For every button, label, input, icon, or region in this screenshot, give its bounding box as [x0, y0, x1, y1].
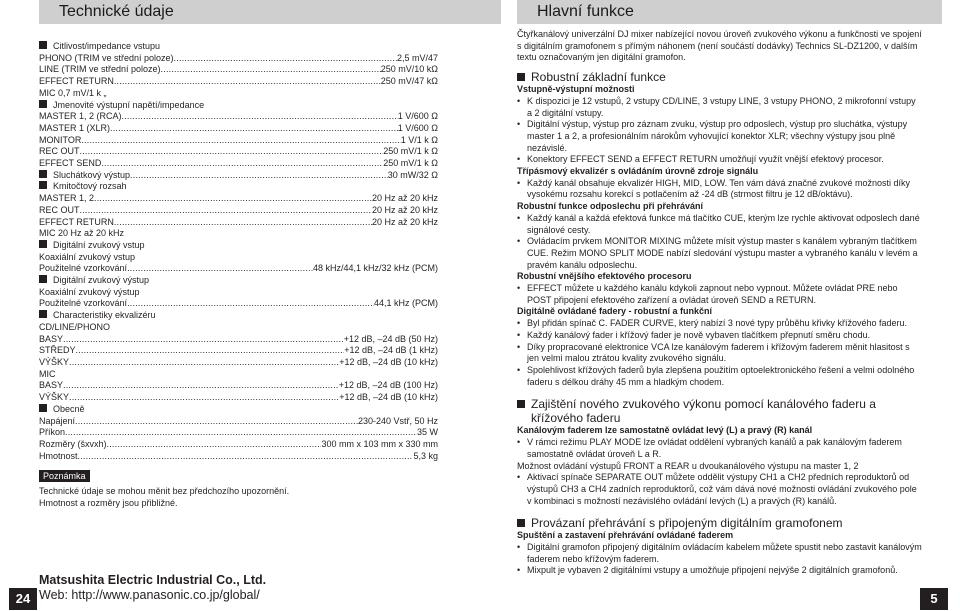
spec-value: 20 Hz až 20 kHz	[371, 193, 438, 204]
leader-dots	[75, 416, 358, 428]
spec-row	[39, 451, 438, 463]
square-bullet-icon	[39, 310, 47, 318]
spec-section-title	[39, 181, 438, 193]
spec-value: 35 W	[416, 427, 438, 438]
spec-row	[39, 228, 438, 240]
square-bullet-icon	[39, 275, 47, 283]
spec-label: LINE (TRIM ve střední poloze)	[39, 64, 161, 75]
spec-label: Koaxiální zvukový výstup	[39, 286, 140, 297]
leader-dots	[161, 64, 381, 76]
spec-row	[39, 334, 438, 346]
spec-value: 48 kHz/44,1 kHz/32 kHz (PCM)	[312, 263, 438, 274]
bullet-item: • Digitální výstup, výstup pro záznam zvuku, výstup pro odposlech, výstup pro sluchátka, výstupy master 1 a 2, a profesionálním nárokům vyhovující konektor XLR; všechny výstupy jsou plně nezávislé.	[517, 119, 922, 154]
spec-value: +12 dB, –24 dB (10 kHz)	[339, 356, 438, 367]
note-line: Technické údaje se mohou měnit bez předchozího upozornění.	[39, 486, 290, 497]
features-column	[517, 29, 922, 577]
spec-section-label: Kmitočtový rozsah	[53, 181, 127, 192]
square-bullet-icon	[517, 519, 525, 527]
spec-label: BASY	[39, 380, 64, 391]
spec-section-title	[39, 275, 438, 287]
feature-section-title	[517, 397, 922, 425]
spec-section-title	[39, 170, 438, 182]
spec-row	[39, 193, 438, 205]
spec-row	[39, 427, 438, 439]
spec-row	[39, 345, 438, 357]
spec-section-label: Citlivost/impedance vstupu	[53, 41, 161, 51]
spec-row	[39, 53, 438, 65]
spec-label: VÝŠKY	[39, 356, 70, 367]
feature-section-label: Zajištění nového zvukového výkonu pomocí kanálového faderu a křížového faderu	[531, 397, 876, 426]
square-bullet-icon	[517, 73, 525, 81]
note-line: Hmotnost a rozměry jsou přibližné.	[39, 497, 178, 508]
company-block	[39, 573, 439, 603]
spec-row	[39, 88, 438, 100]
leader-dots	[65, 427, 417, 439]
spec-value: 44,1 kHz (PCM)	[373, 298, 438, 309]
spec-row	[39, 357, 438, 369]
spec-label: Koaxiální zvukový vstup	[39, 251, 136, 262]
leader-dots	[78, 451, 414, 463]
spec-value: +12 dB, –24 dB (10 kHz)	[339, 392, 438, 403]
spec-row	[39, 263, 438, 275]
spec-row	[39, 322, 438, 334]
leader-dots	[63, 380, 339, 392]
leader-dots	[80, 146, 384, 158]
spec-label: EFFECT RETURN	[39, 216, 114, 227]
spec-label: REC OUT	[39, 204, 80, 215]
feature-section-title	[517, 70, 922, 84]
leader-dots	[69, 392, 339, 404]
spec-value: 1 V/600 Ω	[397, 122, 438, 133]
page-number-right: 5	[920, 588, 948, 610]
spec-row	[39, 64, 438, 76]
left-header	[39, 0, 501, 24]
leader-dots	[94, 193, 372, 205]
bullet-item: • Díky propracované elektronice VCA lze kanálovým faderem i křížovým faderem měnit hlasitost s jen velmi malou ztrátou kvality zvukového signálu.	[517, 342, 922, 365]
feature-section-label: Provázaní přehrávání s připojeným digitálním gramofonem	[531, 516, 843, 531]
spec-section-label: Digitální zvukový výstup	[53, 275, 150, 286]
spec-value: 1 V/1 k Ω	[400, 134, 438, 145]
spec-value: 250 mV/47 kΩ	[380, 76, 438, 87]
spec-label: EFFECT SEND	[39, 158, 102, 169]
spec-section-title	[39, 404, 438, 416]
feature-subheading: Vstupně-výstupní možnosti	[517, 84, 635, 95]
leader-dots	[107, 439, 322, 451]
spec-label: EFFECT RETURN	[39, 76, 114, 87]
spec-value: +12 dB, –24 dB (1 kHz)	[344, 345, 438, 356]
spec-label: Rozměry (šxvxh)	[39, 438, 107, 449]
leader-dots	[174, 53, 397, 65]
leader-dots	[130, 170, 388, 182]
spec-value: 20 Hz až 20 kHz	[371, 204, 438, 215]
leader-dots	[114, 217, 372, 229]
bullet-item: • Ovládacím prvkem MONITOR MIXING můžete mísit výstup master s kanálem vybraným tlačítkem CUE. Režim MONO SPLIT MODE nabízí sledování výstupu master a vybraného kanálu v levém a pravém kanálu odposlechu.	[517, 236, 922, 271]
right-header	[517, 0, 942, 24]
spec-row	[39, 217, 438, 229]
bullet-item: • Každý kanál obsahuje ekvalizér HIGH, MID, LOW. Ten vám dává značné zvukové možnosti díky vysokému rozsahu korekcí s potlačením až -24 dB (strmost filtru je 12 dB/oktávu).	[517, 178, 922, 201]
web-link[interactable]: Web: http://www.panasonic.co.jp/global/	[39, 588, 260, 602]
spec-row	[39, 76, 438, 88]
spec-row	[39, 158, 438, 170]
right-title: Hlavní funkce	[537, 3, 634, 20]
bullet-item: • Konektory EFFECT SEND a EFFECT RETURN umožňují využít vnější efektový procesor.	[517, 154, 922, 166]
bullet-item: • EFFECT můžete u každého kanálu kdykoli zapnout nebo vypnout. Můžete ovládat PRE nebo POST připojení efektového zařízení a ovládat úroveň SEND a RETURN.	[517, 283, 922, 306]
note-block	[39, 470, 438, 483]
spec-label: REC OUT	[39, 146, 80, 157]
spec-section-title	[39, 41, 438, 53]
spec-value: +12 dB, –24 dB (100 Hz)	[338, 380, 438, 391]
leader-dots	[122, 111, 398, 123]
leader-dots	[80, 205, 372, 217]
spec-label: STŘEDY	[39, 345, 76, 356]
square-bullet-icon	[39, 181, 47, 189]
bullet-item: • Každý kanálový fader i křížový fader je nově vybaven tlačítkem přepnutí směru chodu.	[517, 330, 922, 342]
bullet-item: • V rámci režimu PLAY MODE lze ovládat oddělení vybraných kanálů a pak kanálovým faderem samostatně ovládat úroveň L a R.	[517, 437, 922, 460]
note-badge: Poznámka	[39, 470, 90, 482]
feature-paragraph: Možnost ovládání výstupů FRONT a REAR u dvoukanálového výstupu na master 1, 2	[517, 460, 859, 471]
bullet-item: • K dispozici je 12 vstupů, 2 vstupy CD/LINE, 3 vstupy LINE, 3 vstupy PHONO, 2 mikrofonní vstupy a 2 digitální vstupy.	[517, 96, 922, 119]
spec-label: VÝŠKY	[39, 392, 70, 403]
spec-label: BASY	[39, 333, 64, 344]
spec-label: MIC	[39, 368, 56, 379]
spec-section-title	[39, 310, 438, 322]
spec-label: Hmotnost	[39, 450, 78, 461]
spec-value: 20 Hz až 20 kHz	[371, 216, 438, 227]
spec-row	[39, 369, 438, 381]
square-bullet-icon	[39, 41, 47, 49]
spec-value: 2,5 mV/47	[396, 52, 438, 63]
leader-dots	[127, 298, 374, 310]
spec-row	[39, 111, 438, 123]
leader-dots	[114, 76, 381, 88]
feature-subheading: Robustní funkce odposlechu při přehrávání	[517, 201, 704, 212]
spec-section-label: Digitální zvukový vstup	[53, 239, 145, 250]
feature-section-title	[517, 516, 922, 530]
bullet-item: • Digitální gramofon připojený digitálním ovládacím kabelem můžete spustit nebo zastavit kanálovým faderem nebo křížovým faderem.	[517, 542, 922, 565]
spec-label: MASTER 1, 2 (RCA)	[39, 111, 122, 122]
spec-value: +12 dB, –24 dB (50 Hz)	[343, 333, 438, 344]
spec-section-label: Jmenovité výstupní napětí/impedance	[53, 99, 205, 110]
spec-row	[39, 252, 438, 264]
spec-label: Napájení	[39, 415, 76, 426]
bullet-item: • Mixpult je vybaven 2 digitálními vstupy a umožňuje připojení nejvýše 2 digitálních gramofonů.	[517, 565, 922, 577]
spec-section-title	[39, 240, 438, 252]
spec-row	[39, 416, 438, 428]
spec-label: MIC 0,7 mV/1 k „	[39, 87, 107, 98]
leader-dots	[127, 263, 313, 275]
bullet-item: • Spolehlivost křížových faderů byla zlepšena použitím optoelektronického řešení a velmi odolného faderu s délkou dráhy 45 mm a hladkým chodem.	[517, 365, 922, 388]
square-bullet-icon	[517, 400, 525, 408]
spec-label: MONITOR	[39, 134, 82, 145]
spec-section-label: Characteristiky ekvalizéru	[53, 310, 156, 321]
square-bullet-icon	[39, 170, 47, 178]
spec-label: Příkon	[39, 427, 66, 438]
bullet-item: • Byl přidán spínač C. FADER CURVE, který nabízí 3 nové typy průběhu křivky křížového faderu.	[517, 318, 922, 330]
feature-subheading: Spuštění a zastavení přehrávání ovládané faderem	[517, 530, 734, 541]
leader-dots	[110, 123, 398, 135]
square-bullet-icon	[39, 404, 47, 412]
feature-subheading: Kanálovým faderem lze samostatně ovládat levý (L) a pravý (R) kanál	[517, 425, 813, 436]
spec-value: 1 V/600 Ω	[397, 111, 438, 122]
spec-row	[39, 287, 438, 299]
spec-row	[39, 439, 438, 451]
spec-value: 250 mV/1 k Ω	[383, 158, 438, 169]
spec-section-label: Sluchátkový výstup	[53, 169, 131, 180]
square-bullet-icon	[39, 240, 47, 248]
spec-row	[39, 123, 438, 135]
spec-row	[39, 298, 438, 310]
feature-section-label: Robustní základní funkce	[531, 70, 666, 85]
specifications-column	[39, 41, 438, 509]
spec-label: Použitelné vzorkování	[39, 298, 128, 309]
spec-label: MIC 20 Hz až 20 kHz	[39, 228, 125, 239]
spec-label: CD/LINE/PHONO	[39, 321, 111, 332]
spec-value: 30 mW/32 Ω	[387, 169, 438, 180]
spec-row	[39, 135, 438, 147]
spec-value: 300 mm x 103 mm x 330 mm	[321, 438, 438, 449]
leader-dots	[63, 334, 344, 346]
leader-dots	[101, 158, 383, 170]
spec-row	[39, 380, 438, 392]
leader-dots	[69, 357, 339, 369]
spec-label: Použitelné vzorkování	[39, 263, 128, 274]
feature-subheading: Digitálně ovládané fadery - robustní a funkční	[517, 306, 713, 317]
spec-value: 250 mV/1 k Ω	[383, 146, 438, 157]
spec-row	[39, 205, 438, 217]
feature-subheading: Robustní vnějšího efektového procesoru	[517, 271, 692, 282]
spec-label: MASTER 1, 2	[39, 193, 95, 204]
intro-text: Čtyřkanálový univerzální DJ mixer nabízející novou úroveň zvukového výkonu a funkčnosti ve spojení s digitálním gramofonem s přímým náhonem (není součástí dodávky) Technics SL-DZ1200, v dalším textu označovaným jen digitální gramofon.	[517, 29, 922, 63]
feature-subheading: Třípásmový ekvalizér s ovládáním úrovně zdroje signálu	[517, 166, 759, 177]
leader-dots	[76, 345, 345, 357]
leader-dots	[81, 135, 400, 147]
bullet-item: • Každý kanál a každá efektová funkce má tlačítko CUE, kterým lze rychle aktivovat odposlech dané signálové cesty.	[517, 213, 922, 236]
spec-section-label: Obecně	[53, 403, 85, 414]
left-title: Technické údaje	[59, 3, 174, 20]
spec-section-title	[39, 100, 438, 112]
spec-row	[39, 146, 438, 158]
spec-value: 5,3 kg	[413, 450, 438, 461]
spec-row	[39, 392, 438, 404]
bullet-item: • Aktivací spínače SEPARATE OUT můžete oddělit výstupy CH1 a CH2 předních reproduktorů od výstupů CH3 a CH4 zadních reproduktorů, což vám dává nové možnosti ovládání zvukového pole v kombinaci s možností nezávislého ovládání levých (L) a pravých (R) kanálů.	[517, 472, 922, 507]
spec-value: 250 mV/10 kΩ	[380, 64, 438, 75]
square-bullet-icon	[39, 100, 47, 108]
spec-value: 230-240 Vstř, 50 Hz	[357, 415, 438, 426]
company-name: Matsushita Electric Industrial Co., Ltd.	[39, 573, 267, 587]
spec-label: MASTER 1 (XLR)	[39, 122, 111, 133]
page-number-left: 24	[9, 588, 37, 610]
spec-label: PHONO (TRIM ve střední poloze)	[39, 52, 174, 63]
